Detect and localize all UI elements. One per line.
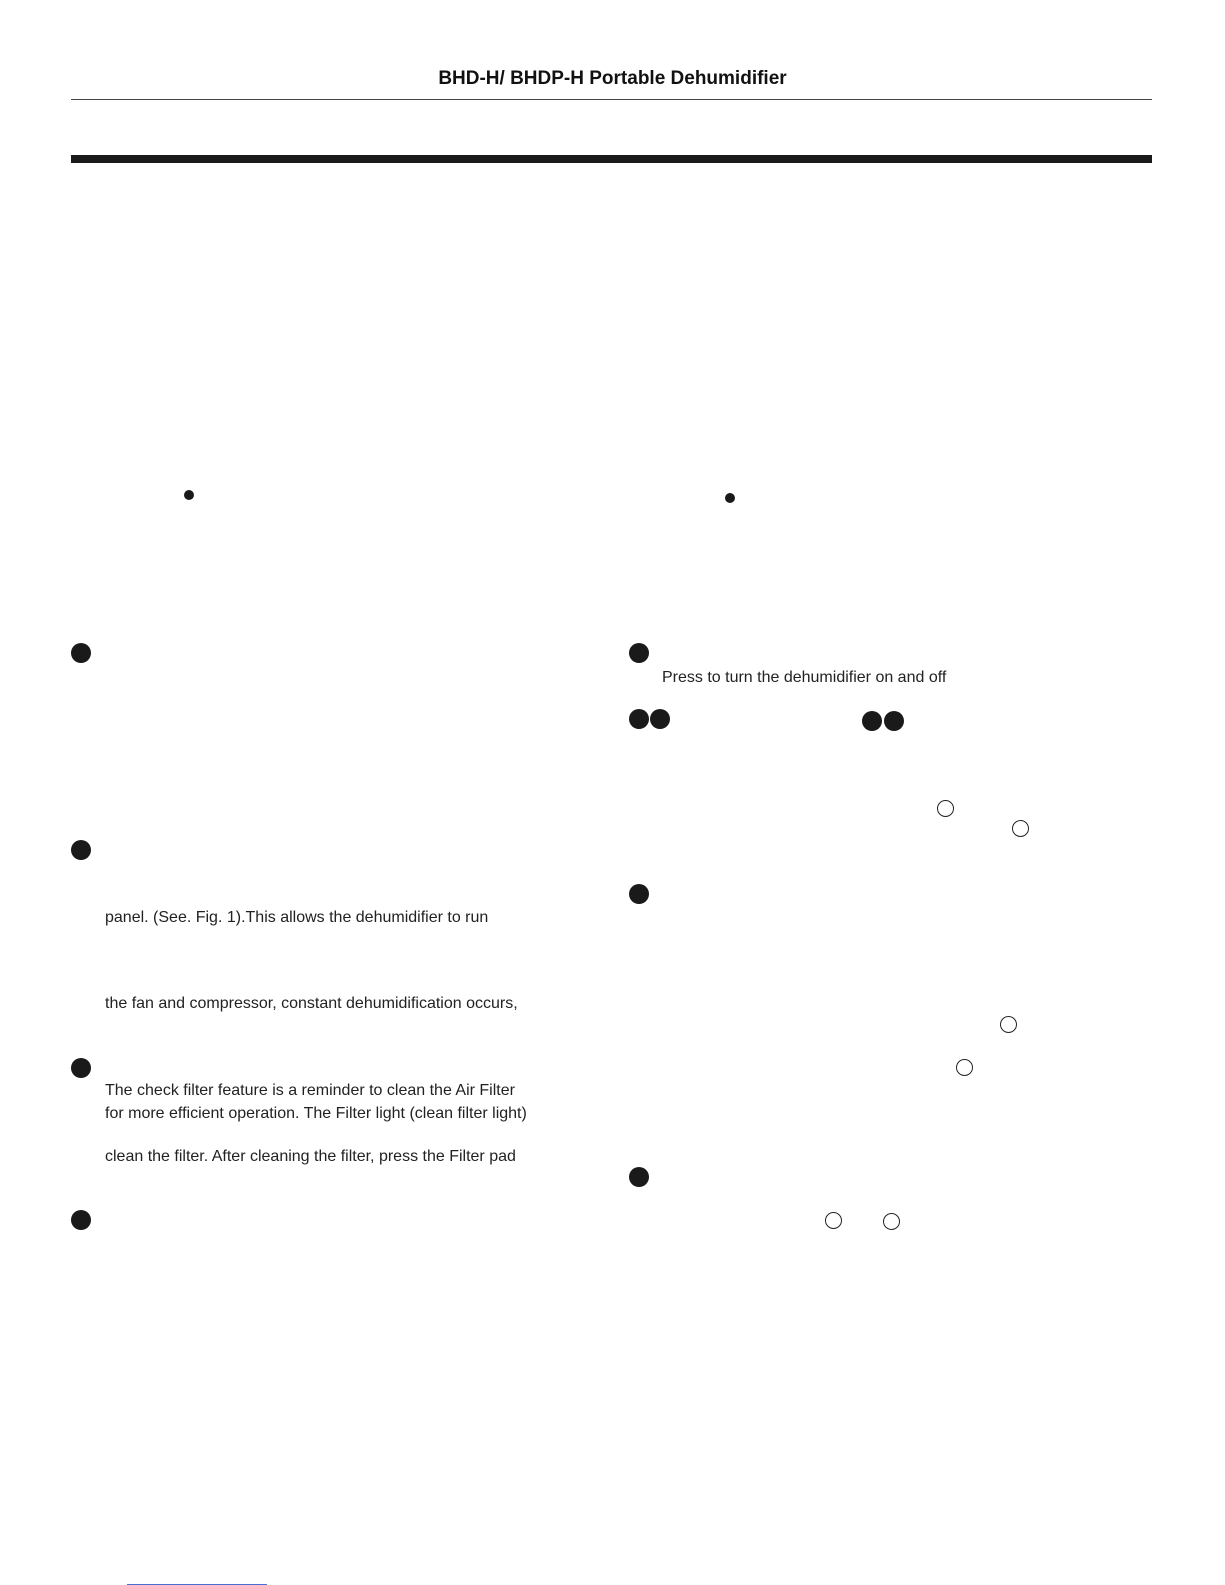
- section-marker-icon: [862, 711, 882, 731]
- section-marker-icon: [71, 1058, 91, 1078]
- section-marker-icon: [71, 643, 91, 663]
- indicator-circle-icon: [956, 1059, 973, 1076]
- page-title: BHD-H/ BHDP-H Portable Dehumidifier: [438, 68, 787, 89]
- figure-callout-bullet-icon: [184, 490, 194, 500]
- section-marker-icon: [650, 709, 670, 729]
- continuous-mode-text: the fan and compressor, constant dehumidification occurs,: [105, 995, 518, 1012]
- section-marker-icon: [629, 643, 649, 663]
- section-marker-icon: [629, 884, 649, 904]
- check-filter-text: clean the filter. After cleaning the filter, press the Filter pad: [105, 1148, 516, 1165]
- section-marker-icon: [884, 711, 904, 731]
- indicator-circle-icon: [1012, 820, 1029, 837]
- check-filter-text: for more efficient operation. The Filter light (clean filter light): [105, 1105, 527, 1122]
- indicator-circle-icon: [1000, 1016, 1017, 1033]
- indicator-circle-icon: [883, 1213, 900, 1230]
- power-button-text: Press to turn the dehumidifier on and off: [662, 669, 947, 686]
- indicator-circle-icon: [937, 800, 954, 817]
- header-divider: [71, 99, 1152, 100]
- figure-callout-bullet-icon: [725, 493, 735, 503]
- continuous-mode-text: panel. (See. Fig. 1).This allows the dehumidifier to run: [105, 909, 489, 926]
- section-marker-icon: [629, 1167, 649, 1187]
- section-marker-icon: [71, 1210, 91, 1230]
- check-filter-text: The check filter feature is a reminder to clean the Air Filter: [105, 1082, 515, 1099]
- indicator-circle-icon: [825, 1212, 842, 1229]
- section-marker-icon: [71, 840, 91, 860]
- section-marker-icon: [629, 709, 649, 729]
- section-divider: [71, 155, 1152, 163]
